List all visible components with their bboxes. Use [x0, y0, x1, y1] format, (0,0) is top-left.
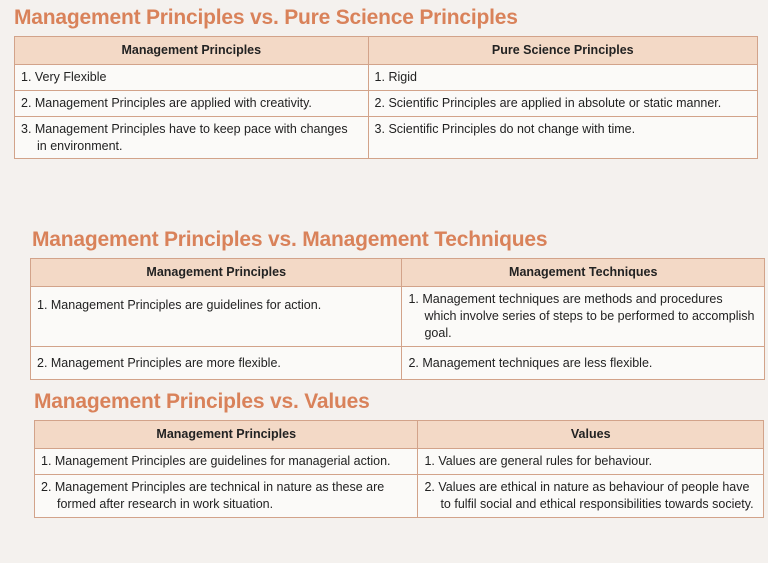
section-title: Management Principles vs. Values	[34, 390, 370, 413]
table-header-row	[35, 421, 764, 449]
table-row	[15, 116, 758, 159]
section-values	[0, 390, 768, 518]
table-cell: 1. Management techniques are methods and procedures which involve series of steps to be performed to accomplish goal.	[402, 286, 765, 346]
table-cell: 2. Management Principles are technical in nature as these are formed after research in work situation.	[35, 474, 418, 517]
table-cell: 2. Management Principles are applied with creativity.	[15, 90, 369, 116]
table-row	[15, 90, 758, 116]
table-header: Management Techniques	[402, 259, 765, 287]
table-row	[35, 448, 764, 474]
table-header-row	[31, 259, 765, 287]
table-cell: 1. Values are general rules for behaviour.	[418, 448, 764, 474]
table-row	[31, 286, 765, 346]
table-header-row	[15, 37, 758, 65]
comparison-table	[34, 420, 764, 518]
table-cell: 3. Management Principles have to keep pace with changes in environment.	[15, 116, 369, 159]
table-cell: 1. Management Principles are guidelines for managerial action.	[35, 448, 418, 474]
table-header: Management Principles	[31, 259, 402, 287]
table-row	[31, 346, 765, 380]
table-cell: 3. Scientific Principles do not change with time.	[368, 116, 757, 159]
table-row	[35, 474, 764, 517]
table-cell: 1. Management Principles are guidelines for action.	[31, 286, 402, 346]
section-pure-science	[0, 6, 768, 159]
comparison-table	[30, 258, 765, 380]
comparison-table	[14, 36, 758, 159]
table-header: Pure Science Principles	[368, 37, 757, 65]
section-title: Management Principles vs. Management Techniques	[32, 228, 548, 251]
table-cell: 1. Rigid	[368, 64, 757, 90]
table-header: Management Principles	[35, 421, 418, 449]
section-techniques	[0, 228, 768, 380]
table-cell: 2. Management Principles are more flexible.	[31, 346, 402, 380]
table-cell: 1. Very Flexible	[15, 64, 369, 90]
table-header: Management Principles	[15, 37, 369, 65]
table-cell: 2. Scientific Principles are applied in absolute or static manner.	[368, 90, 757, 116]
table-cell: 2. Management techniques are less flexible.	[402, 346, 765, 380]
table-header: Values	[418, 421, 764, 449]
table-cell: 2. Values are ethical in nature as behaviour of people have to fulfil social and ethical responsibilities towards society.	[418, 474, 764, 517]
table-row	[15, 64, 758, 90]
section-title: Management Principles vs. Pure Science Principles	[14, 6, 518, 29]
